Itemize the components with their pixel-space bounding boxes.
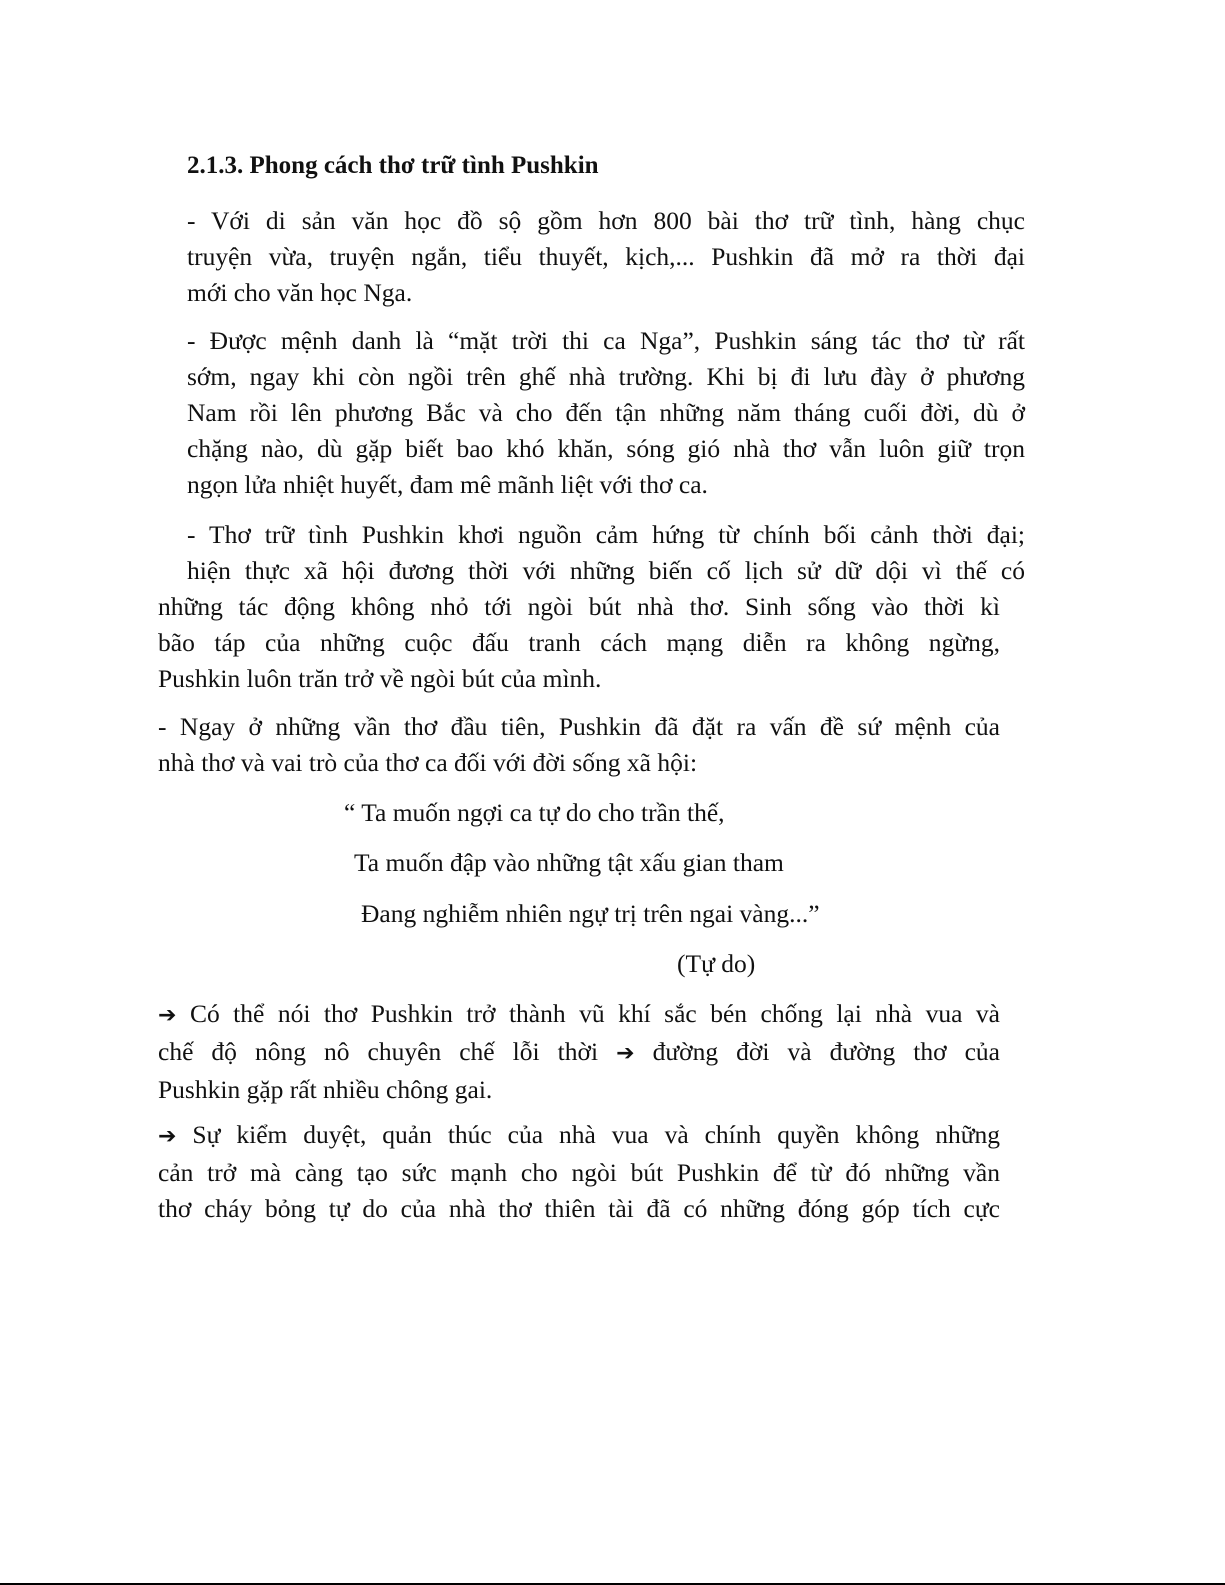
- paragraph-6: [158, 1117, 1000, 1227]
- paragraph-line: sớm, ngay khi còn ngồi trên ghế nhà trường. Khi bị đi lưu đày ở phương: [187, 362, 1025, 391]
- paragraph-3-body: [158, 589, 1000, 697]
- paragraph-line: [158, 1117, 1000, 1155]
- paragraph-text: Sự kiểm duyệt, quản thúc của nhà vua và chính quyền không những: [192, 1120, 1001, 1149]
- paragraph-4: [158, 709, 1000, 781]
- paragraph-line: bão táp của những cuộc đấu tranh cách mạng diễn ra không ngừng,: [158, 628, 1000, 657]
- paragraph-5: [158, 996, 1000, 1108]
- arrow-right-icon: ➔: [158, 1124, 177, 1149]
- section-heading: 2.1.3. Phong cách thơ trữ tình Pushkin: [187, 152, 599, 179]
- paragraph-line: những tác động không nhỏ tới ngòi bút nhà thơ. Sinh sống vào thời kì: [158, 592, 1000, 621]
- poem-source: (Tự do): [677, 949, 756, 978]
- paragraph-line: ngọn lửa nhiệt huyết, đam mê mãnh liệt với thơ ca.: [187, 470, 708, 499]
- poem-line-3: Đang nghiễm nhiên ngự trị trên ngai vàng...”: [361, 899, 820, 928]
- paragraph-line: hiện thực xã hội đương thời với những biến cố lịch sử dữ dội vì thế có: [187, 556, 1025, 585]
- poem-line-1: “ Ta muốn ngợi ca tự do cho trần thế,: [344, 798, 725, 827]
- paragraph-2: [187, 323, 1025, 503]
- paragraph-line: Pushkin gặp rất nhiều chông gai.: [158, 1075, 493, 1104]
- paragraph-line: Nam rồi lên phương Bắc và cho đến tận những năm tháng cuối đời, dù ở: [187, 398, 1025, 427]
- paragraph-line: mới cho văn học Nga.: [187, 278, 413, 307]
- paragraph-line: thơ cháy bỏng tự do của nhà thơ thiên tài đã có những đóng góp tích cực: [158, 1194, 1000, 1223]
- paragraph-line: [158, 996, 1000, 1034]
- paragraph-line: chặng nào, dù gặp biết bao khó khăn, sóng gió nhà thơ vẫn luôn giữ trọn: [187, 434, 1025, 463]
- paragraph-line: truyện vừa, truyện ngắn, tiểu thuyết, kịch,... Pushkin đã mở ra thời đại: [187, 242, 1025, 271]
- paragraph-line: cản trở mà càng tạo sức mạnh cho ngòi bút Pushkin để từ đó những vần: [158, 1158, 1000, 1187]
- arrow-right-icon: ➔: [616, 1041, 635, 1066]
- paragraph-line: - Ngay ở những vần thơ đầu tiên, Pushkin đã đặt ra vấn đề sứ mệnh của: [158, 712, 1000, 741]
- paragraph-1: [187, 203, 1025, 311]
- paragraph-line: - Với di sản văn học đồ sộ gồm hơn 800 bài thơ trữ tình, hàng chục: [187, 206, 1025, 235]
- paragraph-line: [158, 1034, 1000, 1072]
- paragraph-text: đường đời và đường thơ của: [652, 1037, 1000, 1066]
- paragraph-text: Có thể nói thơ Pushkin trở thành vũ khí sắc bén chống lại nhà vua và: [189, 999, 1000, 1028]
- arrow-right-icon: ➔: [158, 1003, 177, 1028]
- poem-line-2: Ta muốn đập vào những tật xấu gian tham: [354, 848, 784, 877]
- paragraph-line: Pushkin luôn trăn trở về ngòi bút của mình.: [158, 664, 602, 693]
- paragraph-line: - Được mệnh danh là “mặt trời thi ca Nga”, Pushkin sáng tác thơ từ rất: [187, 326, 1025, 355]
- paragraph-text: chế độ nông nô chuyên chế lỗi thời: [158, 1037, 599, 1066]
- paragraph-3-head: [187, 517, 1025, 589]
- paragraph-line: nhà thơ và vai trò của thơ ca đối với đời sống xã hội:: [158, 748, 698, 777]
- paragraph-line: - Thơ trữ tình Pushkin khơi nguồn cảm hứng từ chính bối cảnh thời đại;: [187, 520, 1025, 549]
